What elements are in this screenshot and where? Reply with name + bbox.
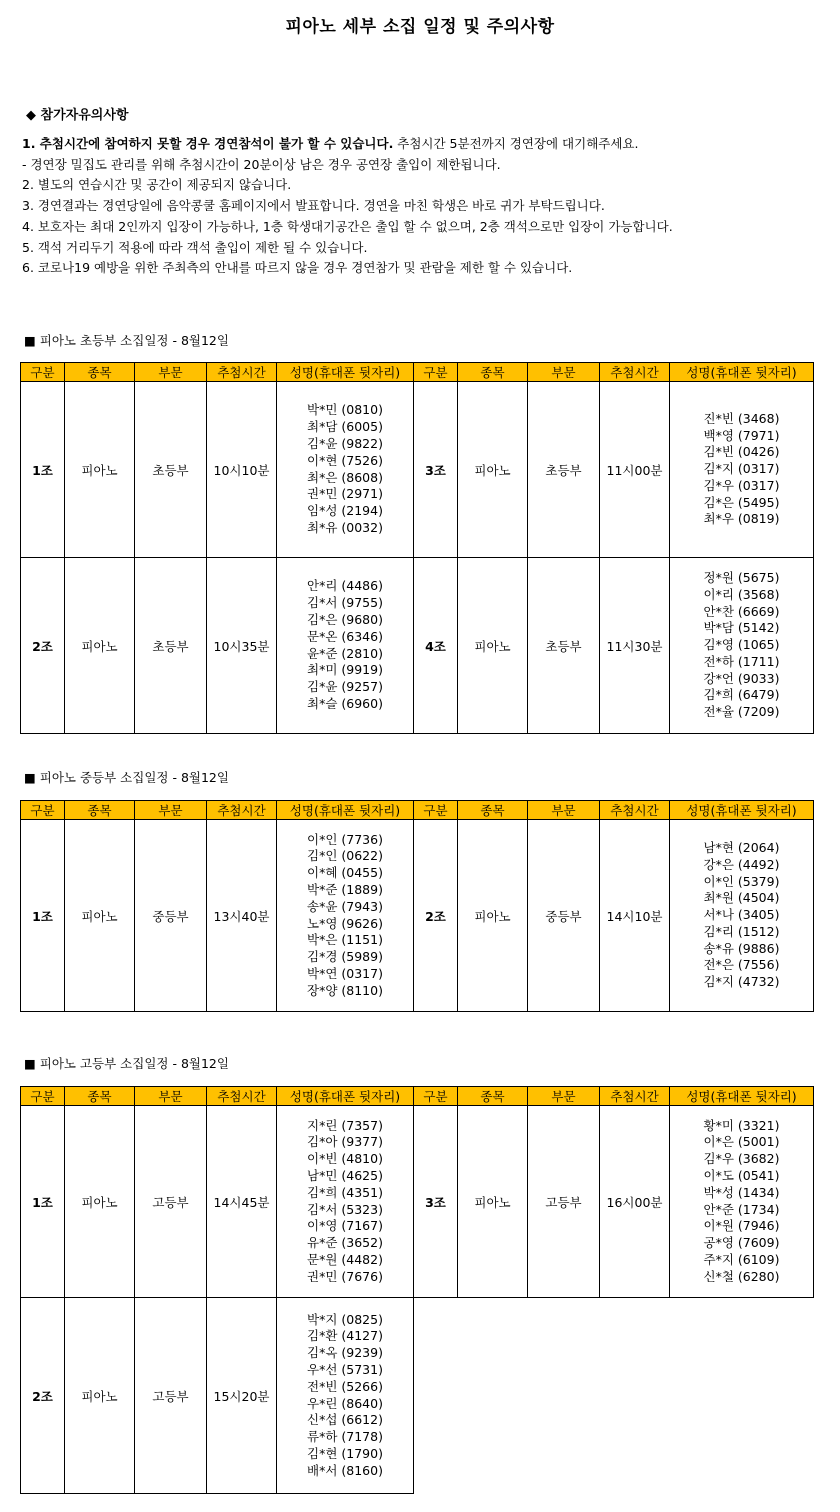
names-cell xyxy=(670,382,814,558)
participant-name: 진*빈 (3468) xyxy=(703,410,780,426)
participant-name: 김*희 (4351) xyxy=(307,1184,383,1200)
division-cell: 중등부 xyxy=(528,820,600,1012)
empty-cell xyxy=(458,1298,528,1494)
participant-name: 박*담 (5142) xyxy=(703,620,780,636)
header-event: 종목 xyxy=(65,801,135,820)
empty-cell xyxy=(414,1298,458,1494)
names-cell xyxy=(277,1106,414,1298)
header-names: 성명(휴대폰 뒷자리) xyxy=(670,1087,814,1106)
participant-name: 이*원 (7946) xyxy=(703,1218,780,1234)
elementary-schedule-table xyxy=(20,362,814,734)
notice-item-bold: 1. 추첨시간에 참여하지 못할 경우 경연참석이 불가 할 수 있습니다. xyxy=(22,136,394,151)
event-cell: 피아노 xyxy=(458,820,528,1012)
header-event: 종목 xyxy=(458,1087,528,1106)
notice-list xyxy=(22,134,822,279)
division-cell: 고등부 xyxy=(135,1298,207,1494)
participant-name: 이*인 (5379) xyxy=(703,873,780,889)
division-cell: 중등부 xyxy=(135,820,207,1012)
event-cell: 피아노 xyxy=(65,558,135,734)
participant-name: 최*슬 (6960) xyxy=(307,695,383,711)
division-cell: 고등부 xyxy=(528,1106,600,1298)
header-names: 성명(휴대폰 뒷자리) xyxy=(277,801,414,820)
draw-time-cell: 10시10분 xyxy=(207,382,277,558)
header-draw-time: 추첨시간 xyxy=(207,363,277,382)
names-cell xyxy=(277,558,414,734)
participant-name: 문*온 (6346) xyxy=(307,628,383,644)
division-cell: 초등부 xyxy=(135,382,207,558)
header-group: 구분 xyxy=(414,1087,458,1106)
participant-name: 김*윤 (9822) xyxy=(307,435,383,451)
participant-name: 이*인 (7736) xyxy=(307,831,383,847)
participant-name: 김*옥 (9239) xyxy=(307,1345,383,1361)
participant-name: 전*빈 (5266) xyxy=(307,1378,383,1394)
participant-name: 김*빈 (0426) xyxy=(703,444,780,460)
division-cell: 고등부 xyxy=(135,1106,207,1298)
participant-name: 임*성 (2194) xyxy=(307,503,383,519)
header-event: 종목 xyxy=(458,801,528,820)
high-schedule-table xyxy=(20,1086,814,1494)
draw-time-cell: 10시35분 xyxy=(207,558,277,734)
participant-name: 유*준 (3652) xyxy=(307,1235,383,1251)
participant-name: 우*린 (8640) xyxy=(307,1395,383,1411)
participant-name: 김*지 (4732) xyxy=(703,974,780,990)
participant-name: 이*영 (7167) xyxy=(307,1218,383,1234)
draw-time-cell: 11시00분 xyxy=(600,382,670,558)
table-row xyxy=(21,1298,814,1494)
participant-name: 전*율 (7209) xyxy=(703,704,780,720)
division-cell: 초등부 xyxy=(528,382,600,558)
header-division: 부문 xyxy=(135,363,207,382)
participant-name: 김*윤 (9257) xyxy=(307,679,383,695)
participant-name: 김*은 (5495) xyxy=(703,494,780,510)
draw-time-cell: 15시20분 xyxy=(207,1298,277,1494)
participant-name: 노*영 (9626) xyxy=(307,915,383,931)
participant-name: 이*혜 (0455) xyxy=(307,865,383,881)
participant-name: 신*철 (6280) xyxy=(703,1268,780,1284)
division-cell: 초등부 xyxy=(528,558,600,734)
event-cell: 피아노 xyxy=(458,1106,528,1298)
participant-name: 문*원 (4482) xyxy=(307,1251,383,1267)
elementary-section-heading: ■ 피아노 초등부 소집일정 - 8월12일 xyxy=(24,333,229,348)
participant-name: 김*리 (1512) xyxy=(703,923,780,939)
participant-name: 황*미 (3321) xyxy=(703,1117,780,1133)
header-event: 종목 xyxy=(65,1087,135,1106)
header-group: 구분 xyxy=(21,1087,65,1106)
participant-name: 최*우 (0819) xyxy=(703,511,780,527)
draw-time-cell: 11시30분 xyxy=(600,558,670,734)
notice-item-rest: 추첨시간 5분전까지 경연장에 대기해주세요. xyxy=(393,136,639,151)
participant-name: 이*은 (5001) xyxy=(703,1134,780,1150)
participant-name: 권*민 (7676) xyxy=(307,1268,383,1284)
participant-name: 권*민 (2971) xyxy=(307,486,383,502)
notice-item: 3. 경연결과는 경연당일에 음악콩쿨 홈페이지에서 발표합니다. 경연을 마친 학생은 바로 귀가 부탁드립니다. xyxy=(22,198,605,214)
participant-name: 김*서 (5323) xyxy=(307,1201,383,1217)
participant-name: 서*나 (3405) xyxy=(703,907,780,923)
names-cell xyxy=(277,1298,414,1494)
participant-name: 박*연 (0317) xyxy=(307,965,383,981)
middle-section-heading: ■ 피아노 중등부 소집일정 - 8월12일 xyxy=(24,770,229,785)
notice-item: - 경연장 밀집도 관리를 위해 추첨시간이 20분이상 남은 경우 공연장 출입이 제한됩니다. xyxy=(22,156,501,172)
participant-name: 공*영 (7609) xyxy=(703,1235,780,1251)
event-cell: 피아노 xyxy=(458,558,528,734)
header-names: 성명(휴대폰 뒷자리) xyxy=(670,801,814,820)
participant-name: 김*아 (9377) xyxy=(307,1134,383,1150)
header-division: 부문 xyxy=(528,1087,600,1106)
header-event: 종목 xyxy=(458,363,528,382)
participant-name: 주*지 (6109) xyxy=(703,1251,780,1267)
header-names: 성명(휴대폰 뒷자리) xyxy=(277,363,414,382)
middle-schedule-table xyxy=(20,800,814,1012)
header-event: 종목 xyxy=(65,363,135,382)
participant-name: 김*영 (1065) xyxy=(703,637,780,653)
participant-name: 전*하 (1711) xyxy=(703,653,780,669)
participant-name: 류*하 (7178) xyxy=(307,1429,383,1445)
group-cell: 4조 xyxy=(414,558,458,734)
participant-name: 이*빈 (4810) xyxy=(307,1151,383,1167)
notice-item: 4. 보호자는 최대 2인까지 입장이 가능하나, 1층 학생대기공간은 출입 할 수 없으며, 2층 객석으로만 입장이 가능합니다. xyxy=(22,218,673,234)
group-cell: 1조 xyxy=(21,820,65,1012)
header-names: 성명(휴대폰 뒷자리) xyxy=(277,1087,414,1106)
header-draw-time: 추첨시간 xyxy=(207,801,277,820)
participant-name: 전*은 (7556) xyxy=(703,957,780,973)
participant-name: 안*찬 (6669) xyxy=(703,603,780,619)
table-header-row xyxy=(21,363,814,382)
header-group: 구분 xyxy=(414,801,458,820)
event-cell: 피아노 xyxy=(65,382,135,558)
high-section-heading: ■ 피아노 고등부 소집일정 - 8월12일 xyxy=(24,1056,229,1071)
participant-name: 윤*준 (2810) xyxy=(307,645,383,661)
draw-time-cell: 16시00분 xyxy=(600,1106,670,1298)
group-cell: 3조 xyxy=(414,382,458,558)
table-row xyxy=(21,1106,814,1298)
header-division: 부문 xyxy=(528,801,600,820)
participant-name: 김*경 (5989) xyxy=(307,949,383,965)
group-cell: 3조 xyxy=(414,1106,458,1298)
participant-name: 김*환 (4127) xyxy=(307,1328,383,1344)
participant-name: 백*영 (7971) xyxy=(703,427,780,443)
names-cell xyxy=(670,820,814,1012)
draw-time-cell: 14시10분 xyxy=(600,820,670,1012)
event-cell: 피아노 xyxy=(65,820,135,1012)
draw-time-cell: 14시45분 xyxy=(207,1106,277,1298)
header-draw-time: 추첨시간 xyxy=(600,801,670,820)
participant-name: 김*인 (0622) xyxy=(307,848,383,864)
participant-name: 최*미 (9919) xyxy=(307,662,383,678)
header-group: 구분 xyxy=(21,801,65,820)
notice-heading: ◆ 참가자유의사항 xyxy=(26,108,129,123)
participant-name: 배*서 (8160) xyxy=(307,1462,383,1478)
empty-cell xyxy=(528,1298,600,1494)
names-cell xyxy=(277,382,414,558)
notice-item xyxy=(22,134,822,155)
division-cell: 초등부 xyxy=(135,558,207,734)
event-cell: 피아노 xyxy=(65,1298,135,1494)
header-group: 구분 xyxy=(21,363,65,382)
participant-name: 안*리 (4486) xyxy=(307,578,383,594)
participant-name: 남*민 (4625) xyxy=(307,1167,383,1183)
table-header-row xyxy=(21,801,814,820)
participant-name: 최*유 (0032) xyxy=(307,519,383,535)
participant-name: 강*은 (4492) xyxy=(703,856,780,872)
participant-name: 박*성 (1434) xyxy=(703,1184,780,1200)
header-group: 구분 xyxy=(414,363,458,382)
participant-name: 이*도 (0541) xyxy=(703,1167,780,1183)
header-draw-time: 추첨시간 xyxy=(600,363,670,382)
group-cell: 2조 xyxy=(414,820,458,1012)
participant-name: 정*원 (5675) xyxy=(703,569,780,585)
notice-item: 5. 객석 거리두기 적용에 따라 객석 출입이 제한 될 수 있습니다. xyxy=(22,239,368,255)
participant-name: 김*지 (0317) xyxy=(703,461,780,477)
event-cell: 피아노 xyxy=(458,382,528,558)
participant-name: 박*준 (1889) xyxy=(307,881,383,897)
group-cell: 2조 xyxy=(21,558,65,734)
names-cell xyxy=(277,820,414,1012)
names-cell xyxy=(670,1106,814,1298)
group-cell: 1조 xyxy=(21,1106,65,1298)
draw-time-cell: 13시40분 xyxy=(207,820,277,1012)
participant-name: 송*유 (9886) xyxy=(703,940,780,956)
empty-cell xyxy=(670,1298,814,1494)
participant-name: 박*민 (0810) xyxy=(307,402,383,418)
header-division: 부문 xyxy=(135,1087,207,1106)
participant-name: 이*리 (3568) xyxy=(703,586,780,602)
participant-name: 지*린 (7357) xyxy=(307,1117,383,1133)
participant-name: 최*은 (8608) xyxy=(307,469,383,485)
header-draw-time: 추첨시간 xyxy=(600,1087,670,1106)
participant-name: 김*우 (0317) xyxy=(703,477,780,493)
participant-name: 최*담 (6005) xyxy=(307,419,383,435)
table-row xyxy=(21,820,814,1012)
participant-name: 송*윤 (7943) xyxy=(307,898,383,914)
participant-name: 안*준 (1734) xyxy=(703,1201,780,1217)
table-row xyxy=(21,382,814,558)
participant-name: 김*은 (9680) xyxy=(307,611,383,627)
header-division: 부문 xyxy=(528,363,600,382)
names-cell xyxy=(670,558,814,734)
participant-name: 남*현 (2064) xyxy=(703,839,780,855)
participant-name: 이*현 (7526) xyxy=(307,452,383,468)
participant-name: 강*언 (9033) xyxy=(703,670,780,686)
participant-name: 김*우 (3682) xyxy=(703,1151,780,1167)
empty-cell xyxy=(600,1298,670,1494)
notice-item: 2. 별도의 연습시간 및 공간이 제공되지 않습니다. xyxy=(22,177,292,193)
participant-name: 박*은 (1151) xyxy=(307,932,383,948)
group-cell: 2조 xyxy=(21,1298,65,1494)
participant-name: 신*섭 (6612) xyxy=(307,1412,383,1428)
page-title: 피아노 세부 소집 일정 및 주의사항 xyxy=(285,17,555,37)
participant-name: 장*양 (8110) xyxy=(307,982,383,998)
header-draw-time: 추첨시간 xyxy=(207,1087,277,1106)
table-row xyxy=(21,558,814,734)
header-names: 성명(휴대폰 뒷자리) xyxy=(670,363,814,382)
participant-name: 우*선 (5731) xyxy=(307,1361,383,1377)
group-cell: 1조 xyxy=(21,382,65,558)
participant-name: 김*희 (6479) xyxy=(703,687,780,703)
header-division: 부문 xyxy=(135,801,207,820)
table-header-row xyxy=(21,1087,814,1106)
event-cell: 피아노 xyxy=(65,1106,135,1298)
participant-name: 김*현 (1790) xyxy=(307,1445,383,1461)
participant-name: 박*지 (0825) xyxy=(307,1311,383,1327)
participant-name: 김*서 (9755) xyxy=(307,595,383,611)
participant-name: 최*원 (4504) xyxy=(703,890,780,906)
notice-item: 6. 코로나19 예방을 위한 주최측의 안내를 따르지 않을 경우 경연참가 및 관람을 제한 할 수 있습니다. xyxy=(22,260,573,276)
